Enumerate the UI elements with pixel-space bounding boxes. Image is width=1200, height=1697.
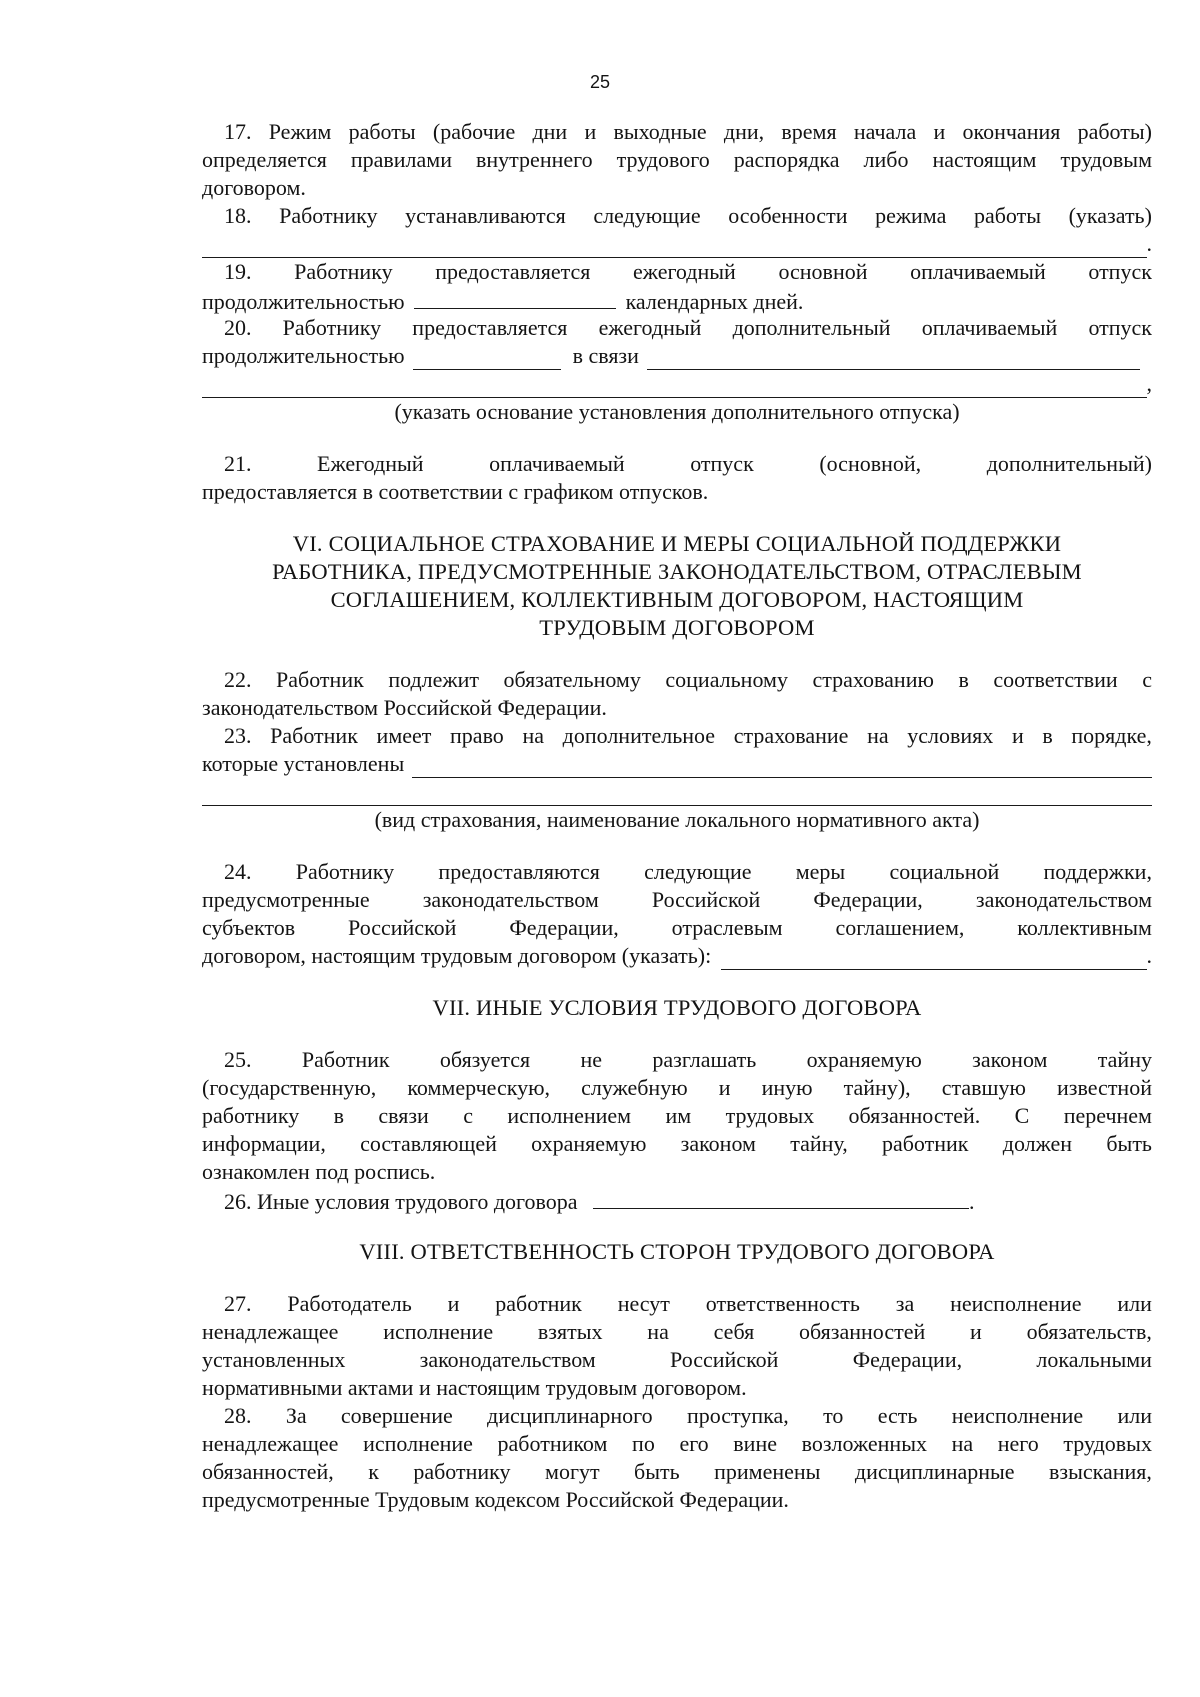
word: обязательств, xyxy=(1026,1319,1152,1344)
word: окончания xyxy=(962,119,1061,144)
word: работник xyxy=(495,1291,582,1316)
word: в xyxy=(1042,723,1053,748)
word: ставшую xyxy=(941,1075,1026,1100)
word: установленных xyxy=(202,1347,346,1372)
word: быть xyxy=(634,1459,680,1484)
word: работнику xyxy=(202,1103,300,1128)
word: взыскания, xyxy=(1049,1459,1152,1484)
word: его xyxy=(679,1431,709,1456)
paragraph-17-line-2 xyxy=(202,146,1152,174)
word: 21. xyxy=(224,451,252,476)
word: за xyxy=(895,1291,915,1316)
paragraph-22 xyxy=(202,666,1152,722)
word: время xyxy=(781,119,837,144)
word: в xyxy=(958,667,969,692)
word: 20. xyxy=(224,315,252,340)
word: работнику xyxy=(413,1459,511,1484)
word: 25. xyxy=(224,1047,252,1072)
word: быть xyxy=(1106,1131,1152,1156)
word: работы xyxy=(348,119,416,144)
word: работы xyxy=(973,203,1042,228)
word: С xyxy=(1014,1103,1030,1128)
word: известной xyxy=(1057,1075,1152,1100)
word: отпуск xyxy=(1088,259,1152,284)
paragraph-28-line-2 xyxy=(202,1430,1152,1458)
paragraph-17 xyxy=(202,118,1152,202)
word: перечнем xyxy=(1063,1103,1152,1128)
word: Работник xyxy=(301,1047,390,1072)
paragraph-19-line-1 xyxy=(202,258,1152,286)
paragraph-27-line-3 xyxy=(202,1346,1152,1374)
fill-line-support-measures[interactable] xyxy=(721,947,1146,970)
word: ежегодный xyxy=(598,315,702,340)
word: Работник xyxy=(270,723,358,748)
word: исполнение xyxy=(383,1319,494,1344)
established-by-label: которые установлены xyxy=(202,751,405,776)
word: работник xyxy=(881,1131,969,1156)
word: следующие xyxy=(644,859,752,884)
word: трудовым xyxy=(1060,147,1152,172)
word: право xyxy=(450,723,504,748)
paragraph-20 xyxy=(202,314,1152,426)
word: основной xyxy=(778,259,868,284)
page-content xyxy=(202,118,1152,1514)
paragraph-25-line-4 xyxy=(202,1130,1152,1158)
word: обязанностей, xyxy=(202,1459,334,1484)
word: (основной, xyxy=(819,451,922,476)
word: тайну), xyxy=(843,1075,911,1100)
word: в xyxy=(333,1103,344,1128)
section-heading-7: VII. ИНЫЕ УСЛОВИЯ ТРУДОВОГО ДОГОВОРА xyxy=(432,995,922,1020)
paragraph-28-line-4: предусмотренные Трудовым кодексом Российской Федерации. xyxy=(202,1487,789,1512)
fill-line-work-features[interactable] xyxy=(202,235,1147,258)
word: 22. xyxy=(224,667,252,692)
word: социальному xyxy=(665,667,788,692)
word: За xyxy=(285,1403,307,1428)
section-heading-line: СОГЛАШЕНИЕМ, КОЛЛЕКТИВНЫМ ДОГОВОРОМ, НАСТОЯЩИМ xyxy=(330,587,1024,612)
word: законодательством xyxy=(975,887,1152,912)
word: и xyxy=(970,1319,982,1344)
word: вине xyxy=(733,1431,777,1456)
word: особенности xyxy=(728,203,848,228)
word: совершение xyxy=(340,1403,453,1428)
word: условиях xyxy=(907,723,994,748)
word: должен xyxy=(1002,1131,1073,1156)
paragraph-24-line-3 xyxy=(202,914,1152,942)
word: к xyxy=(368,1459,379,1484)
word: 18. xyxy=(224,203,252,228)
word: Работник xyxy=(276,667,364,692)
paragraph-27 xyxy=(202,1290,1152,1402)
word: неисполнение xyxy=(950,1291,1082,1316)
paragraph-28-line-3 xyxy=(202,1458,1152,1486)
word: Работодатель xyxy=(287,1291,412,1316)
word: 28. xyxy=(224,1403,252,1428)
word: работником xyxy=(497,1431,608,1456)
word: ответственность xyxy=(705,1291,860,1316)
paragraph-27-line-2 xyxy=(202,1318,1152,1346)
word: него xyxy=(997,1431,1039,1456)
word: на xyxy=(951,1431,974,1456)
word: страхование xyxy=(733,723,849,748)
word: и xyxy=(718,1075,731,1100)
specify-label: договором, настоящим трудовым договором (указать): xyxy=(202,943,712,968)
word: либо xyxy=(863,147,909,172)
word: порядке, xyxy=(1071,723,1152,748)
word: законодательством xyxy=(422,887,599,912)
word: (рабочие xyxy=(432,119,516,144)
word: страхованию xyxy=(812,667,934,692)
paragraph-20-line-1 xyxy=(202,314,1152,342)
word: внутреннего xyxy=(476,147,593,172)
paragraph-25-line-2 xyxy=(202,1074,1152,1102)
comma: , xyxy=(1146,371,1152,396)
word: поддержки, xyxy=(1043,859,1152,884)
caption-additional-vacation-basis: (указать основание установления дополнительного отпуска) xyxy=(394,399,960,424)
word: применены xyxy=(714,1459,821,1484)
word: тайну xyxy=(1097,1047,1152,1072)
word: информации, xyxy=(202,1131,326,1156)
word: работы) xyxy=(1077,119,1152,144)
word: возложенных xyxy=(801,1431,927,1456)
word: Ежегодный xyxy=(317,451,424,476)
word: неисполнение xyxy=(951,1403,1084,1428)
word: Режим xyxy=(268,119,332,144)
word: трудовых xyxy=(725,1103,815,1128)
word: или xyxy=(1117,1291,1152,1316)
word: Федерации, xyxy=(852,1347,963,1372)
paragraph-21 xyxy=(202,450,1152,506)
word: предусмотренные xyxy=(202,887,370,912)
paragraph-25 xyxy=(202,1046,1152,1186)
word: или xyxy=(1117,1403,1152,1428)
word: и xyxy=(1011,723,1024,748)
word: оплачиваемый xyxy=(910,259,1046,284)
word: Работнику xyxy=(279,203,378,228)
period: . xyxy=(969,1189,975,1214)
word: несут xyxy=(617,1291,670,1316)
word: тайну, xyxy=(790,1131,848,1156)
word: трудовых xyxy=(1063,1431,1152,1456)
reason-label: в связи xyxy=(572,343,639,368)
word: то xyxy=(823,1403,844,1428)
word: режима xyxy=(875,203,947,228)
paragraph-21-line-2: предоставляется в соответствии с графиком отпусков. xyxy=(202,479,709,504)
word: себя xyxy=(713,1319,755,1344)
word: дни, xyxy=(723,119,765,144)
word: социальной xyxy=(889,859,1000,884)
section-heading-line: РАБОТНИКА, ПРЕДУСМОТРЕННЫЕ ЗАКОНОДАТЕЛЬСТВОМ, ОТРАСЛЕВЫМ xyxy=(272,559,1082,584)
word: 19. xyxy=(224,259,252,284)
word: отраслевым xyxy=(671,915,783,940)
word: коммерческую, xyxy=(407,1075,551,1100)
paragraph-21-line-1 xyxy=(202,450,1152,478)
paragraph-27-line-4: нормативными актами и настоящим трудовым договором. xyxy=(202,1375,747,1400)
fill-line-insurance[interactable] xyxy=(412,755,1152,778)
word: им xyxy=(665,1103,692,1128)
word: 23. xyxy=(224,723,252,748)
fill-line-vacation-days[interactable] xyxy=(414,286,616,309)
paragraph-27-line-1 xyxy=(202,1290,1152,1318)
word: оплачиваемый xyxy=(921,315,1058,340)
paragraph-22-line-2: законодательством Российской Федерации. xyxy=(202,695,607,720)
word: отпуск xyxy=(690,451,754,476)
word: предоставляются xyxy=(438,859,600,884)
fill-line-reason[interactable] xyxy=(647,347,1140,370)
paragraph-19 xyxy=(202,258,1152,314)
word: служебную xyxy=(581,1075,688,1100)
word: Российской xyxy=(651,887,761,912)
word: составляющей xyxy=(360,1131,497,1156)
word: с xyxy=(463,1103,473,1128)
word: следующие xyxy=(593,203,701,228)
word: (государственную, xyxy=(202,1075,377,1100)
word: разглашать xyxy=(652,1047,757,1072)
word: коллективным xyxy=(1017,915,1152,940)
word: дисциплинарного xyxy=(487,1403,653,1428)
other-conditions-label: 26. Иные условия трудового договора xyxy=(224,1189,578,1214)
word: правилами xyxy=(350,147,452,172)
section-heading-6 xyxy=(202,530,1152,642)
paragraph-24-line-1 xyxy=(202,858,1152,886)
word: Федерации, xyxy=(813,887,923,912)
fill-line-insurance-continued[interactable] xyxy=(202,783,1152,806)
paragraph-25-line-3 xyxy=(202,1102,1152,1130)
word: исполнением xyxy=(507,1103,632,1128)
word: распорядка xyxy=(733,147,840,172)
fill-line-other-conditions[interactable] xyxy=(593,1186,969,1209)
word: ненадлежащее xyxy=(202,1319,339,1344)
paragraph-17-line-3: договором. xyxy=(202,175,306,200)
word: на xyxy=(522,723,544,748)
word: проступка, xyxy=(686,1403,789,1428)
word: на xyxy=(647,1319,669,1344)
paragraph-22-line-1 xyxy=(202,666,1152,694)
section-heading-line: ТРУДОВЫМ ДОГОВОРОМ xyxy=(539,615,815,640)
word: соглашением, xyxy=(835,915,965,940)
word: устанавливаются xyxy=(405,203,566,228)
word: настоящим xyxy=(932,147,1037,172)
word: предоставляется xyxy=(412,315,568,340)
word: дополнительный xyxy=(732,315,891,340)
duration-label: продолжительностью xyxy=(202,343,405,368)
word: законом xyxy=(680,1131,756,1156)
word: (указать) xyxy=(1068,203,1152,228)
word: исполнение xyxy=(363,1431,473,1456)
fill-line-reason-continued[interactable] xyxy=(202,375,1147,398)
word: Работнику xyxy=(294,259,393,284)
word: начала xyxy=(853,119,917,144)
word: ненадлежащее xyxy=(202,1431,339,1456)
paragraph-24 xyxy=(202,858,1152,970)
caption-insurance-type: (вид страхования, наименование локального нормативного акта) xyxy=(374,807,980,832)
word: Российской xyxy=(670,1347,779,1372)
paragraph-24-line-2 xyxy=(202,886,1152,914)
word: трудового xyxy=(616,147,710,172)
word: Российской xyxy=(348,915,457,940)
word: 24. xyxy=(224,859,252,884)
word: предоставляется xyxy=(435,259,591,284)
word: Работнику xyxy=(282,315,382,340)
word: ежегодный xyxy=(633,259,736,284)
period: . xyxy=(1146,943,1152,968)
word: иную xyxy=(761,1075,813,1100)
word: оплачиваемый xyxy=(489,451,625,476)
page-number: 25 xyxy=(589,72,611,92)
paragraph-26 xyxy=(202,1186,1152,1214)
word: обязуется xyxy=(439,1047,531,1072)
word: субъектов xyxy=(202,915,296,940)
word: выходные xyxy=(613,119,707,144)
word: дополнительное xyxy=(562,723,716,748)
word: не xyxy=(580,1047,603,1072)
paragraph-23 xyxy=(202,722,1152,834)
section-heading-8: VIII. ОТВЕТСТВЕННОСТЬ СТОРОН ТРУДОВОГО ДОГОВОРА xyxy=(359,1239,995,1264)
word: имеет xyxy=(376,723,432,748)
word: Федерации, xyxy=(509,915,619,940)
paragraph-18-line-1 xyxy=(202,202,1152,230)
word: и xyxy=(933,119,946,144)
word: охраняемую xyxy=(531,1131,647,1156)
word: по xyxy=(632,1431,655,1456)
word: соответствии xyxy=(993,667,1118,692)
paragraph-23-line-1 xyxy=(202,722,1152,750)
word: 27. xyxy=(224,1291,252,1316)
paragraph-25-line-1 xyxy=(202,1046,1152,1074)
word: локальными xyxy=(1036,1347,1152,1372)
duration-label: продолжительностью xyxy=(202,289,405,314)
paragraph-18 xyxy=(202,202,1152,258)
paragraph-17-line-1 xyxy=(202,118,1152,146)
word: Работнику xyxy=(295,859,395,884)
word: есть xyxy=(877,1403,918,1428)
paragraph-25-line-5: ознакомлен под роспись. xyxy=(202,1159,436,1184)
period: . xyxy=(1146,231,1152,256)
paragraph-28-line-1 xyxy=(202,1402,1152,1430)
word: связи xyxy=(378,1103,429,1128)
word: обязанностей. xyxy=(848,1103,981,1128)
word: могут xyxy=(545,1459,600,1484)
paragraph-28 xyxy=(202,1402,1152,1514)
word: подлежит xyxy=(388,667,479,692)
word: меры xyxy=(795,859,846,884)
days-label: календарных дней. xyxy=(625,289,804,314)
section-heading-line: VI. СОЦИАЛЬНОЕ СТРАХОВАНИЕ И МЕРЫ СОЦИАЛЬНОЙ ПОДДЕРЖКИ xyxy=(292,531,1062,556)
word: дополнительный) xyxy=(986,451,1152,476)
word: обязательному xyxy=(503,667,641,692)
word: охраняемую xyxy=(806,1047,922,1072)
fill-line-additional-days[interactable] xyxy=(413,347,561,370)
word: на xyxy=(867,723,889,748)
word: дисциплинарные xyxy=(854,1459,1015,1484)
word: отпуск xyxy=(1088,315,1152,340)
word: законодательством xyxy=(419,1347,596,1372)
word: законом xyxy=(972,1047,1048,1072)
word: определяется xyxy=(202,147,327,172)
word: обязанностей xyxy=(799,1319,926,1344)
word: дни xyxy=(532,119,568,144)
word: 17. xyxy=(224,119,252,144)
word: и xyxy=(447,1291,460,1316)
word: и xyxy=(584,119,597,144)
word: взятых xyxy=(537,1319,603,1344)
word: с xyxy=(1142,667,1152,692)
